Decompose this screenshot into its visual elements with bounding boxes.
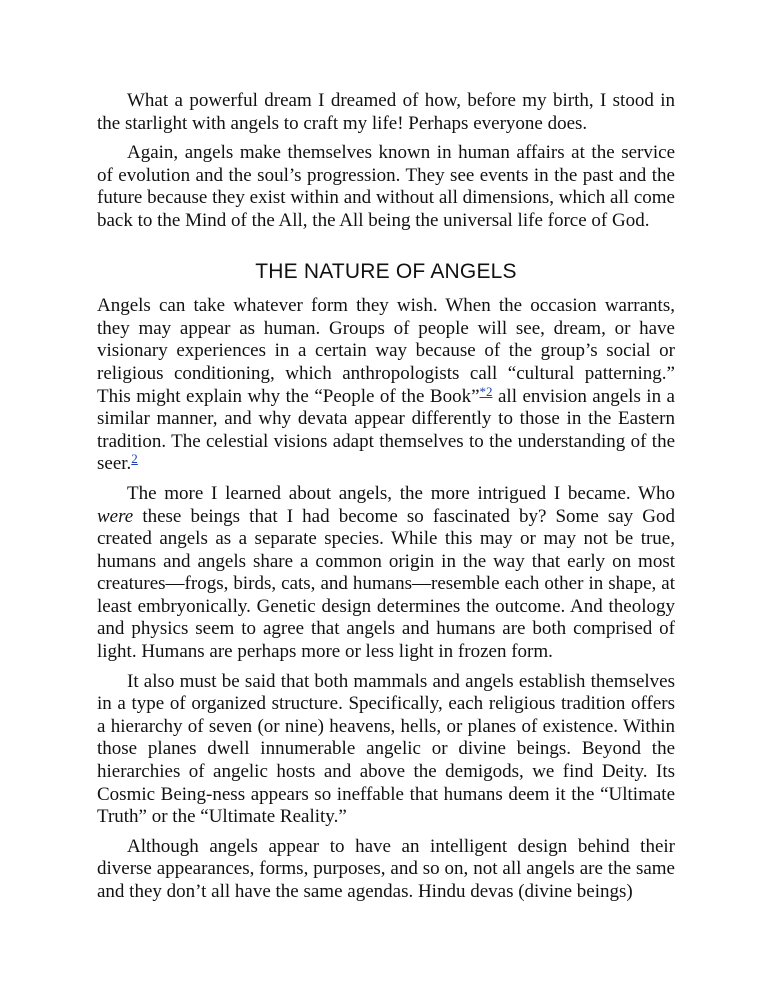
emphasis-were: were [97,505,134,527]
paragraph-intrigued-part2: these beings that I had become so fascinated by? Some say God created angels as a separate species. While this may or may not be true, humans and angels share a common origin in the way that early on most creatures—frogs, birds, cats, and humans—resemble each other in shape, at least embryonically. Genetic design determines the outcome. And theology and physics seem to agree that angels and humans are both comprised of light. Humans are perhaps more or less light in frozen form. [97,505,675,663]
paragraph-intrigued-part1: The more I learned about angels, the more intrigued I became. Who [127,482,675,504]
paragraph-intrigued [97,483,675,664]
page-body [97,90,675,911]
paragraph-nature-part1: Angels can take whatever form they wish. When the occasion warrants, they may appear as human. Groups of people will see, dream, or have visionary experiences in a certain way because of the group’s social or religious conditioning, which anthropologists call “cultural patterning.” This might explain why the “People of the Book” [97,295,675,407]
paragraph-nature-part2: all envision angels in a similar manner, and why devata appear differently to those in the Eastern tradition. The celestial visions adapt themselves to the understanding of the seer. [97,385,675,475]
paragraph-evolution: Again, angels make themselves known in human affairs at the service of evolution and the soul’s progression. They see events in the past and the future because they exist within and without all dimensions, which all come back to the Mind of the All, the All being the universal life force of God. [97,142,675,231]
footnote-link-2[interactable]: 2 [131,451,138,467]
paragraph-dream: What a powerful dream I dreamed of how, before my birth, I stood in the starlight with angels to craft my life! Perhaps everyone does. [97,90,675,134]
paragraph-hierarchy: It also must be said that both mammals and angels establish themselves in a type of organized structure. Specifically, each religious tradition offers a hierarchy of seven (or nine) heavens, hells, or planes of existence. Within those planes dwell innumerable angelic or divine beings. Beyond the hierarchies of angelic hosts and above the demigods, we find Deity. Its Cosmic Being-ness appears so ineffable that humans deem it the “Ultimate Truth” or the “Ultimate Reality.” [97,670,675,828]
footnote-link-star2[interactable]: *2 [479,383,493,399]
section-heading: THE NATURE OF ANGELS [255,259,517,283]
paragraph-agendas: Although angels appear to have an intelligent design behind their diverse appearances, forms, purposes, and so on, not all angels are the same and they don’t all have the same agendas. Hindu devas (divine beings) [97,835,675,902]
paragraph-nature [97,295,675,476]
